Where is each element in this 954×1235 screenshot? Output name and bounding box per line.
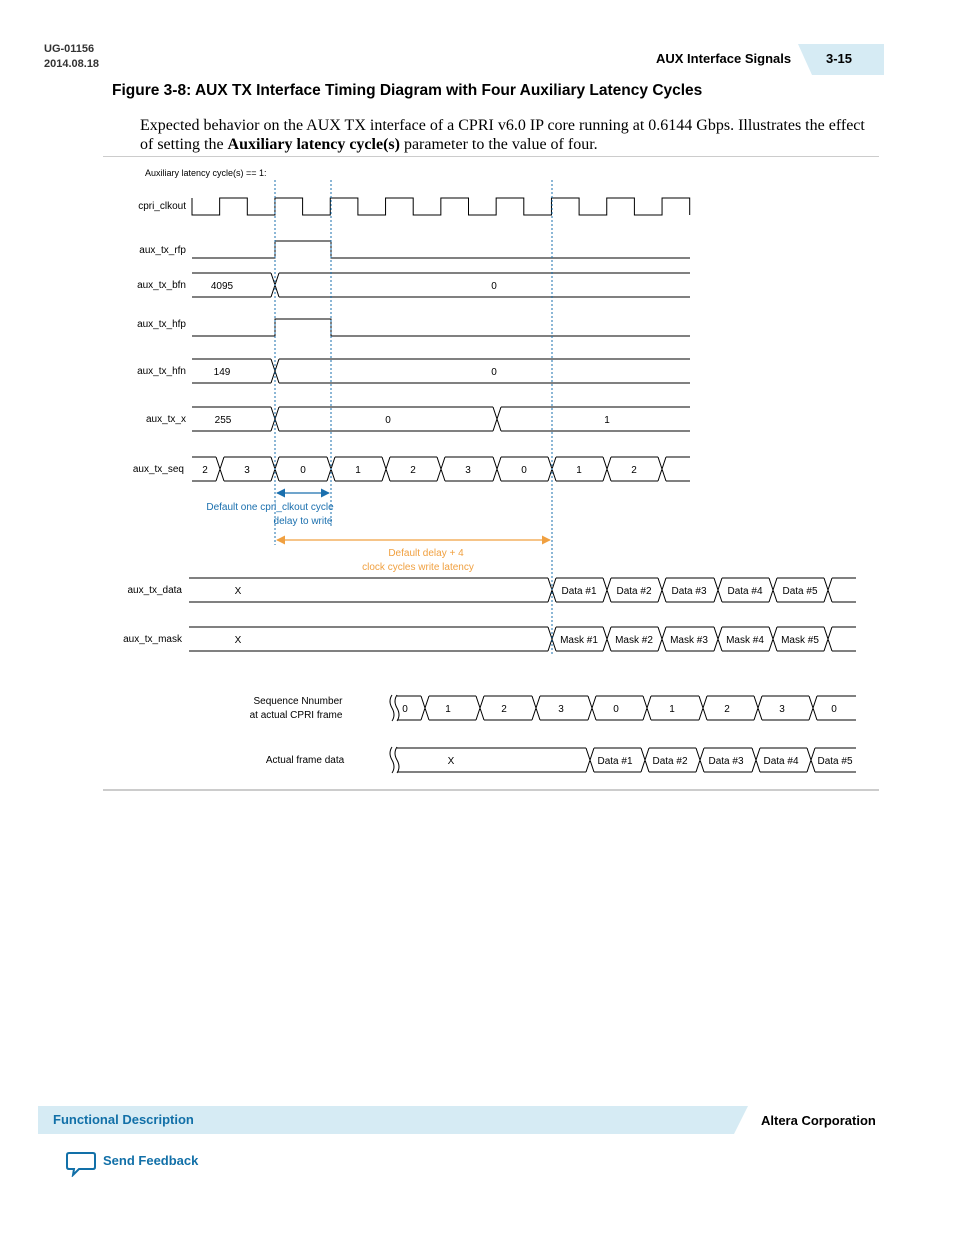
frame-seq-waveform	[397, 696, 856, 720]
bfn-value: 4095	[210, 281, 234, 292]
document-id-block	[44, 42, 99, 72]
frame-seq-value: 2	[501, 704, 507, 715]
hfn-value: 149	[213, 367, 231, 378]
signal-label-frame-data: Actual frame data	[265, 755, 345, 766]
frame-seq-value: 2	[724, 704, 730, 715]
data-value: X	[234, 586, 242, 597]
signal-label-mask: aux_tx_mask	[123, 634, 182, 645]
seq-value: 0	[521, 465, 527, 476]
signal-label-rfp: aux_tx_rfp	[139, 245, 186, 256]
mask-value: Mask #3	[670, 635, 708, 646]
doc-date: 2014.08.18	[44, 58, 100, 70]
frame-data-value: X	[447, 756, 455, 767]
signal-label-clk: cpri_clkout	[138, 201, 186, 212]
mask-value: Mask #4	[726, 635, 764, 646]
seq-value: 3	[465, 465, 471, 476]
x-value: 255	[214, 415, 232, 426]
signal-label-data: aux_tx_data	[127, 585, 182, 596]
frame-data-value: Data #5	[817, 756, 853, 767]
seq-value: 2	[631, 465, 637, 476]
frame-seq-value: 3	[558, 704, 564, 715]
seq-value: 1	[576, 465, 582, 476]
x-waveform	[192, 407, 690, 431]
frame-seq-value: 1	[445, 704, 451, 715]
send-feedback-link[interactable]: Send Feedback	[103, 1153, 199, 1168]
annotation-latency-2: clock cycles write latency	[362, 562, 474, 573]
seq-value: 0	[300, 465, 306, 476]
seq-value: 3	[244, 465, 250, 476]
figure-description	[140, 116, 880, 154]
frame-data-value: Data #1	[597, 756, 633, 767]
data-value: Data #4	[727, 586, 763, 597]
hfn-waveform	[192, 359, 690, 383]
break-mark-1	[390, 747, 399, 773]
latency-note: Auxiliary latency cycle(s) == 1:	[145, 168, 267, 178]
signal-label-hfn: aux_tx_hfn	[137, 366, 186, 377]
data-value: Data #1	[561, 586, 597, 597]
annotation-one-cycle: Default one cpri_clkout cycle	[206, 502, 334, 513]
annotation-one-cycle-2: delay to write	[273, 516, 333, 527]
clock-waveform	[192, 198, 690, 215]
doc-id: UG-01156	[44, 43, 95, 55]
x-value: 0	[385, 415, 391, 426]
frame-data-waveform	[397, 748, 856, 772]
rfp-waveform	[192, 241, 690, 258]
page-number: 3-15	[826, 51, 853, 66]
seq-value: 2	[410, 465, 416, 476]
signal-label-frame-seq-2: at actual CPRI frame	[249, 710, 343, 721]
frame-seq-value: 0	[831, 704, 837, 715]
seq-waveform	[192, 457, 690, 481]
frame-seq-value: 0	[613, 704, 619, 715]
bfn-value: 0	[491, 281, 497, 292]
data-waveform	[189, 578, 856, 602]
description-text: Expected behavior on the AUX TX interface of a CPRI v6.0 IP core running at 0.6144 Gbps. Illustrates the effect of setting the	[140, 117, 865, 153]
section-title: AUX Interface Signals	[656, 51, 792, 66]
mask-value: Mask #1	[560, 635, 598, 646]
mask-waveform	[189, 627, 856, 651]
x-value: 1	[604, 415, 610, 426]
frame-data-value: Data #4	[763, 756, 799, 767]
mask-value: Mask #5	[781, 635, 819, 646]
data-value: Data #5	[782, 586, 818, 597]
figure-top-rule	[103, 156, 879, 157]
signal-label-bfn: aux_tx_bfn	[137, 280, 186, 291]
data-value: Data #2	[616, 586, 652, 597]
footer-company: Altera Corporation	[761, 1113, 876, 1128]
parameter-name: Auxiliary latency cycle(s)	[227, 136, 400, 153]
hfn-value: 0	[491, 367, 497, 378]
mask-value: X	[234, 635, 242, 646]
frame-seq-value: 1	[669, 704, 675, 715]
signal-label-frame-seq: Sequence Nnumber	[253, 696, 343, 707]
seq-value: 2	[202, 465, 208, 476]
bfn-waveform	[192, 273, 690, 297]
annotation-latency: Default delay + 4	[388, 548, 464, 559]
figure-bottom-rule	[103, 789, 879, 791]
signal-label-x: aux_tx_x	[145, 414, 186, 425]
frame-data-value: Data #3	[708, 756, 744, 767]
mask-value: Mask #2	[615, 635, 653, 646]
frame-seq-value: 0	[402, 704, 408, 715]
signal-label-seq: aux_tx_seq	[132, 464, 184, 475]
frame-data-value: Data #2	[652, 756, 688, 767]
chat-bubble-icon[interactable]	[66, 1151, 96, 1177]
footer-section-link[interactable]: Functional Description	[53, 1112, 194, 1127]
signal-label-hfp: aux_tx_hfp	[137, 319, 186, 330]
frame-seq-value: 3	[779, 704, 785, 715]
seq-value: 1	[355, 465, 361, 476]
figure-title: Figure 3-8: AUX TX Interface Timing Diagram with Four Auxiliary Latency Cycles	[112, 82, 703, 99]
break-mark-0	[390, 695, 399, 721]
hfp-waveform	[192, 319, 690, 336]
description-text-end: parameter to the value of four.	[399, 136, 598, 153]
data-value: Data #3	[671, 586, 707, 597]
